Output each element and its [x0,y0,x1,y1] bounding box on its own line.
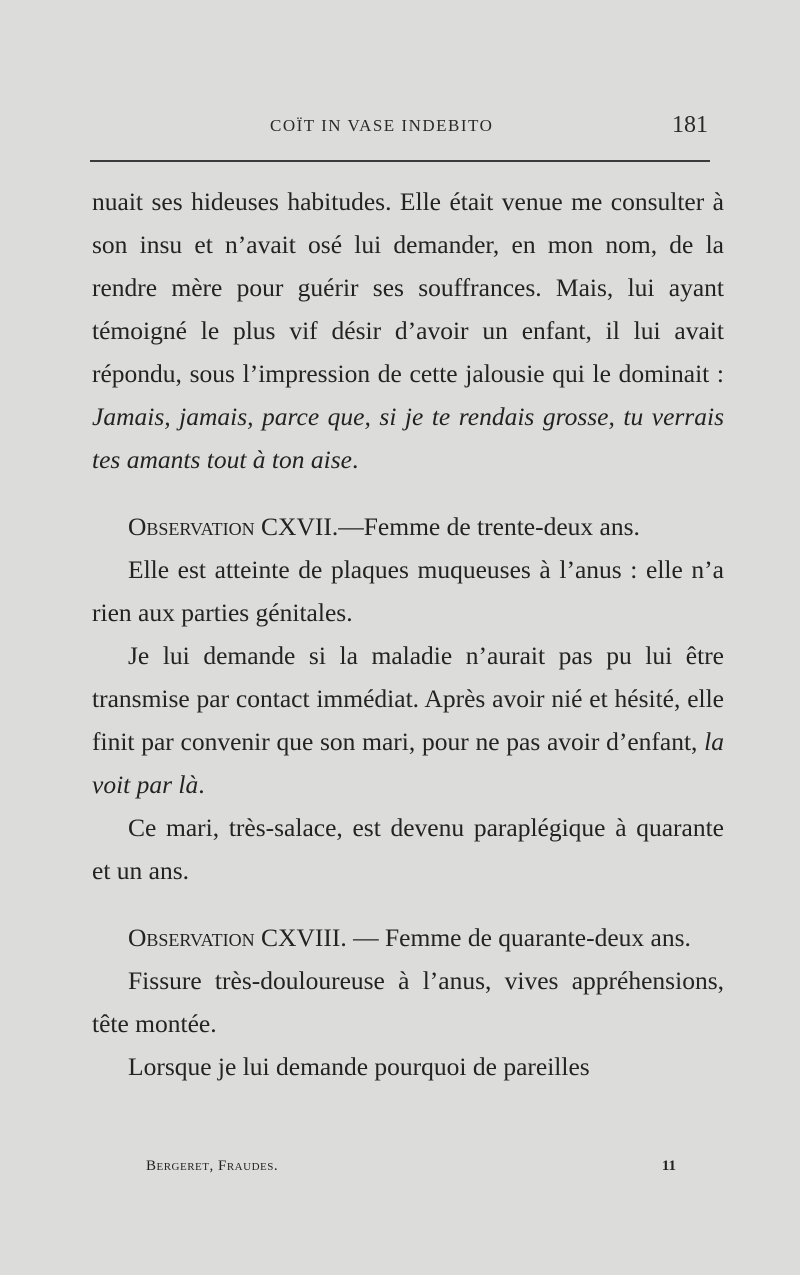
italic-quote: Jamais, jamais, parce que, si je te rendais grosse, tu verrais tes amants tout à ton aise [92,402,724,474]
observation-title: CXVII.—Femme de trente-deux ans. [254,512,640,541]
text-run: Elle est atteinte de plaques muqueuses à l’anus : elle n’a rien aux parties génitales. [92,555,724,627]
paragraph [92,548,724,634]
paragraph [92,634,724,806]
sheet-mark: 11 [661,1158,676,1174]
paragraph [92,959,724,1045]
italic-phrase: la voit par là [92,727,724,799]
page-footer [146,1158,676,1182]
body-text [92,180,724,1088]
observation-label: Observation [128,923,255,952]
observation-heading-cxvii [92,505,724,548]
text-run: Fissure très-douloureuse à l’anus, vives appréhensions, tête montée. [92,966,724,1038]
observation-title: CXVIII. — Femme de quarante-deux ans. [254,923,691,952]
printer-signature: Bergeret, Fraudes. [146,1158,279,1174]
running-head [92,112,712,142]
observation-heading-cxviii [92,916,724,959]
text-run: . [351,445,359,474]
paragraph-continuation [92,180,724,481]
paragraph [92,806,724,892]
text-run: nuait ses hideuses habitudes. Elle était venue me consulter à son insu et n’avait osé lui demander, en mon nom, de la rendre mère pour guérir ses souffrances. Mais, lui ayant témoigné le plus vif désir d’avoir un enfant, il lui avait répondu, sous l’impression de cette jalousie qui le dominait : [92,187,724,388]
text-run: Ce mari, très-salace, est devenu paraplégique à quarante et un ans. [92,813,724,885]
text-run: Je lui demande si la maladie n’aurait pas pu lui être transmise par contact immédiat. Après avoir nié et hésité, elle finit par convenir que son mari, pour ne pas avoir d’enfant, [92,641,724,756]
header-rule [90,160,710,162]
paragraph [92,1045,724,1088]
page-number: 181 [672,112,708,138]
text-run: Lorsque je lui demande pourquoi de pareilles [128,1052,590,1081]
observation-label: Observation [128,512,255,541]
text-run: . [198,770,205,799]
running-title: COÏT IN VASE INDEBITO [270,116,494,135]
